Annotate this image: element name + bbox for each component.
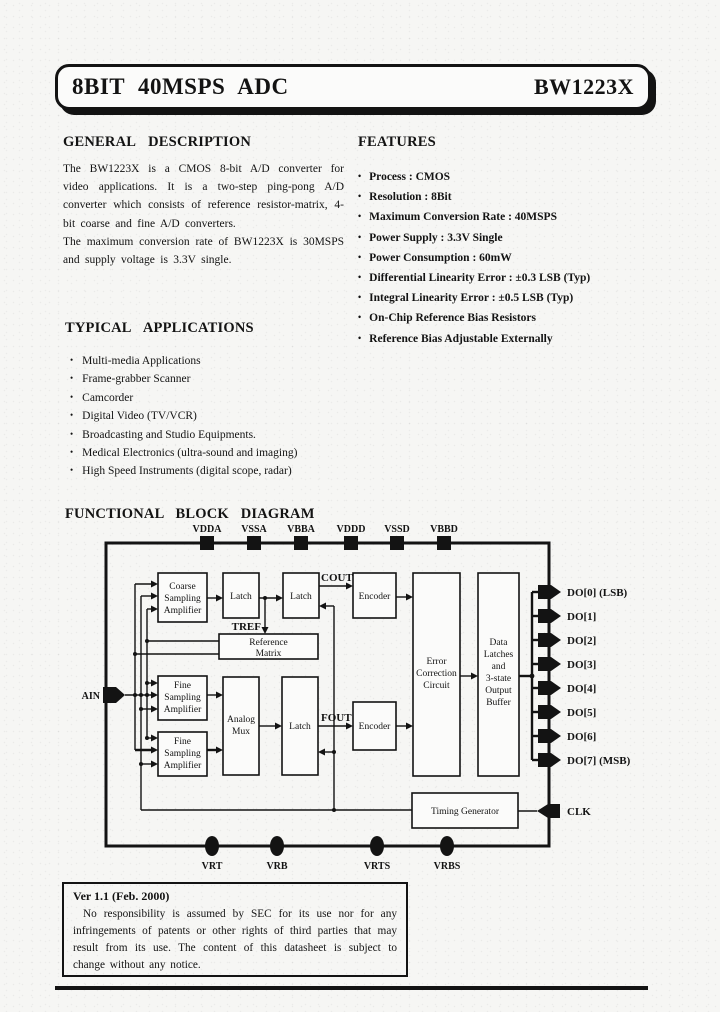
- svg-text:Output: Output: [485, 686, 512, 696]
- pin-label: VSSA: [241, 524, 267, 535]
- application-item: • Camcorder: [70, 389, 370, 407]
- pin-vrts-icon: [370, 836, 384, 856]
- svg-text:Coarse: Coarse: [169, 582, 196, 592]
- svg-text:Latch: Latch: [230, 592, 252, 602]
- bottom-reference-pins: [202, 836, 461, 872]
- svg-text:Circuit: Circuit: [423, 681, 450, 691]
- disclaimer-text: No responsibility is assumed by SEC for its use nor for any infringements of patents or other rights of third parties that may result from its use. The content of this datasheet is subject to change without any notice.: [73, 908, 397, 971]
- pin-ain-icon: [103, 687, 125, 703]
- pin-label: CLK: [567, 806, 591, 818]
- svg-text:Latch: Latch: [289, 722, 311, 732]
- svg-text:Encoder: Encoder: [358, 592, 391, 602]
- feature-item: • Differential Linearity Error : ±0.3 LSB (Typ): [358, 268, 660, 288]
- pin-label: DO[7] (MSB): [567, 755, 631, 767]
- svg-text:Latches: Latches: [483, 650, 514, 660]
- label-cout: COUT: [321, 572, 353, 584]
- clock-pin: [518, 804, 591, 818]
- pin-label: VDDD: [336, 524, 366, 535]
- feature-item: • Maximum Conversion Rate : 40MSPS: [358, 207, 660, 227]
- pin-vssa-icon: [247, 536, 261, 550]
- page-title: 8BIT 40MSPS ADC: [72, 74, 289, 99]
- pin-do3-icon: [538, 657, 561, 671]
- pin-do7-icon: [538, 753, 561, 767]
- pin-label: DO[3]: [567, 659, 597, 671]
- pin-label: DO[6]: [567, 731, 597, 743]
- block-latch-fine: [282, 677, 318, 775]
- application-item: • Digital Video (TV/VCR): [70, 407, 370, 425]
- block-error-correction-circuit: [413, 573, 460, 776]
- application-item: • Medical Electronics (ultra-sound and imaging): [70, 444, 370, 462]
- svg-text:Timing Generator: Timing Generator: [431, 807, 499, 817]
- bottom-rule: [55, 986, 648, 990]
- application-item: • High Speed Instruments (digital scope, radar): [70, 462, 370, 480]
- feature-item: • Process : CMOS: [358, 167, 660, 187]
- general-description-heading: GENERAL DESCRIPTION: [63, 134, 252, 150]
- pin-label: VRBS: [433, 861, 461, 872]
- pin-vbbd-icon: [437, 536, 451, 550]
- application-item: • Multi-media Applications: [70, 352, 370, 370]
- pin-label: VBBA: [287, 524, 315, 535]
- title-bar: [55, 64, 651, 110]
- feature-item: • Resolution : 8Bit: [358, 187, 660, 207]
- svg-text:Amplifier: Amplifier: [163, 761, 202, 771]
- svg-text:and: and: [491, 662, 506, 672]
- pin-label: VRTS: [363, 861, 391, 872]
- pin-vrb-icon: [270, 836, 284, 856]
- svg-text:Buffer: Buffer: [486, 698, 511, 708]
- pin-label: DO[2]: [567, 635, 597, 647]
- svg-text:Amplifier: Amplifier: [163, 705, 202, 715]
- version-label: Ver 1.1 (Feb. 2000): [73, 889, 170, 903]
- pin-label: DO[4]: [567, 683, 597, 695]
- svg-text:Fine: Fine: [174, 681, 191, 691]
- analog-input-pin: [82, 687, 125, 703]
- pin-vrbs-icon: [440, 836, 454, 856]
- block-encoder-fine: [353, 702, 396, 750]
- svg-text:Amplifier: Amplifier: [163, 606, 202, 616]
- svg-text:Matrix: Matrix: [255, 649, 282, 659]
- revision-notice-box: [62, 882, 408, 977]
- block-reference-matrix: [219, 634, 318, 659]
- svg-text:Latch: Latch: [290, 592, 312, 602]
- block-coarse-sampling-amplifier: [158, 573, 207, 622]
- pin-label: VRB: [266, 861, 288, 872]
- applications-list: [70, 352, 370, 481]
- label-tref: TREF: [231, 621, 261, 633]
- pin-label: AIN: [81, 691, 100, 702]
- features-heading: FEATURES: [358, 134, 436, 150]
- block-latch-coarse-2: [283, 573, 319, 618]
- feature-item: • Reference Bias Adjustable Externally: [358, 329, 660, 349]
- pin-do4-icon: [538, 681, 561, 695]
- digital-output-pins: [538, 585, 631, 767]
- block-analog-mux: [223, 677, 259, 775]
- application-item: • Frame-grabber Scanner: [70, 370, 370, 388]
- svg-text:Data: Data: [489, 638, 508, 648]
- feature-item: • Integral Linearity Error : ±0.5 LSB (Typ): [358, 288, 660, 308]
- pin-vbba-icon: [294, 536, 308, 550]
- svg-text:Analog: Analog: [227, 715, 255, 725]
- pin-do5-icon: [538, 705, 561, 719]
- label-fout: FOUT: [321, 712, 352, 724]
- svg-text:Sampling: Sampling: [164, 749, 201, 759]
- pin-label: DO[5]: [567, 707, 597, 719]
- pin-do1-icon: [538, 609, 561, 623]
- output-bus: [519, 592, 539, 760]
- svg-text:Mux: Mux: [232, 727, 250, 737]
- functional-block-diagram: [0, 505, 720, 880]
- feature-item: • Power Supply : 3.3V Single: [358, 228, 660, 248]
- applications-heading: TYPICAL APPLICATIONS: [65, 320, 254, 336]
- svg-text:Sampling: Sampling: [164, 594, 201, 604]
- svg-text:Sampling: Sampling: [164, 693, 201, 703]
- part-number: BW1223X: [533, 74, 634, 99]
- block-diagram-heading: FUNCTIONAL BLOCK DIAGRAM: [65, 506, 315, 522]
- block-timing-generator: [412, 793, 518, 828]
- block-latch-coarse-1: [223, 573, 259, 618]
- svg-text:Error: Error: [426, 657, 447, 667]
- pin-label: DO[0] (LSB): [567, 587, 628, 599]
- svg-text:Correction: Correction: [416, 669, 457, 679]
- pin-clk-icon: [537, 804, 560, 818]
- pin-do0-icon: [538, 585, 561, 599]
- block-encoder-coarse: [353, 573, 396, 618]
- pin-vrt-icon: [205, 836, 219, 856]
- top-supply-pins: [193, 524, 458, 550]
- pin-do2-icon: [538, 633, 561, 647]
- pin-label: VSSD: [384, 524, 410, 535]
- general-description-text: [63, 160, 344, 269]
- pin-vdda-icon: [200, 536, 214, 550]
- description-paragraph: The maximum conversion rate of BW1223X is 30MSPS and supply voltage is 3.3V single.: [63, 235, 344, 267]
- pin-do6-icon: [538, 729, 561, 743]
- pin-label: VDDA: [192, 524, 222, 535]
- pin-vssd-icon: [390, 536, 404, 550]
- feature-item: • On-Chip Reference Bias Resistors: [358, 308, 660, 328]
- pin-label: VBBD: [430, 524, 458, 535]
- pin-vddd-icon: [344, 536, 358, 550]
- features-list: [358, 167, 660, 349]
- feature-item: • Power Consumption : 60mW: [358, 248, 660, 268]
- pin-label: VRT: [201, 861, 223, 872]
- svg-text:Encoder: Encoder: [358, 722, 391, 732]
- application-item: • Broadcasting and Studio Equipments.: [70, 426, 370, 444]
- svg-text:Reference: Reference: [249, 638, 288, 648]
- block-fine-sampling-amplifier-1: [158, 676, 207, 720]
- block-data-latches-output-buffer: [478, 573, 519, 776]
- svg-text:3-state: 3-state: [485, 674, 512, 684]
- svg-text:Fine: Fine: [174, 737, 191, 747]
- description-paragraph: The BW1223X is a CMOS 8-bit A/D converter for video applications. It is a two-step ping-pong A/D converter which consists of reference resistor-matrix, 4-bit coarse and fine A/D converters.: [63, 163, 344, 230]
- block-fine-sampling-amplifier-2: [158, 732, 207, 776]
- pin-label: DO[1]: [567, 611, 597, 623]
